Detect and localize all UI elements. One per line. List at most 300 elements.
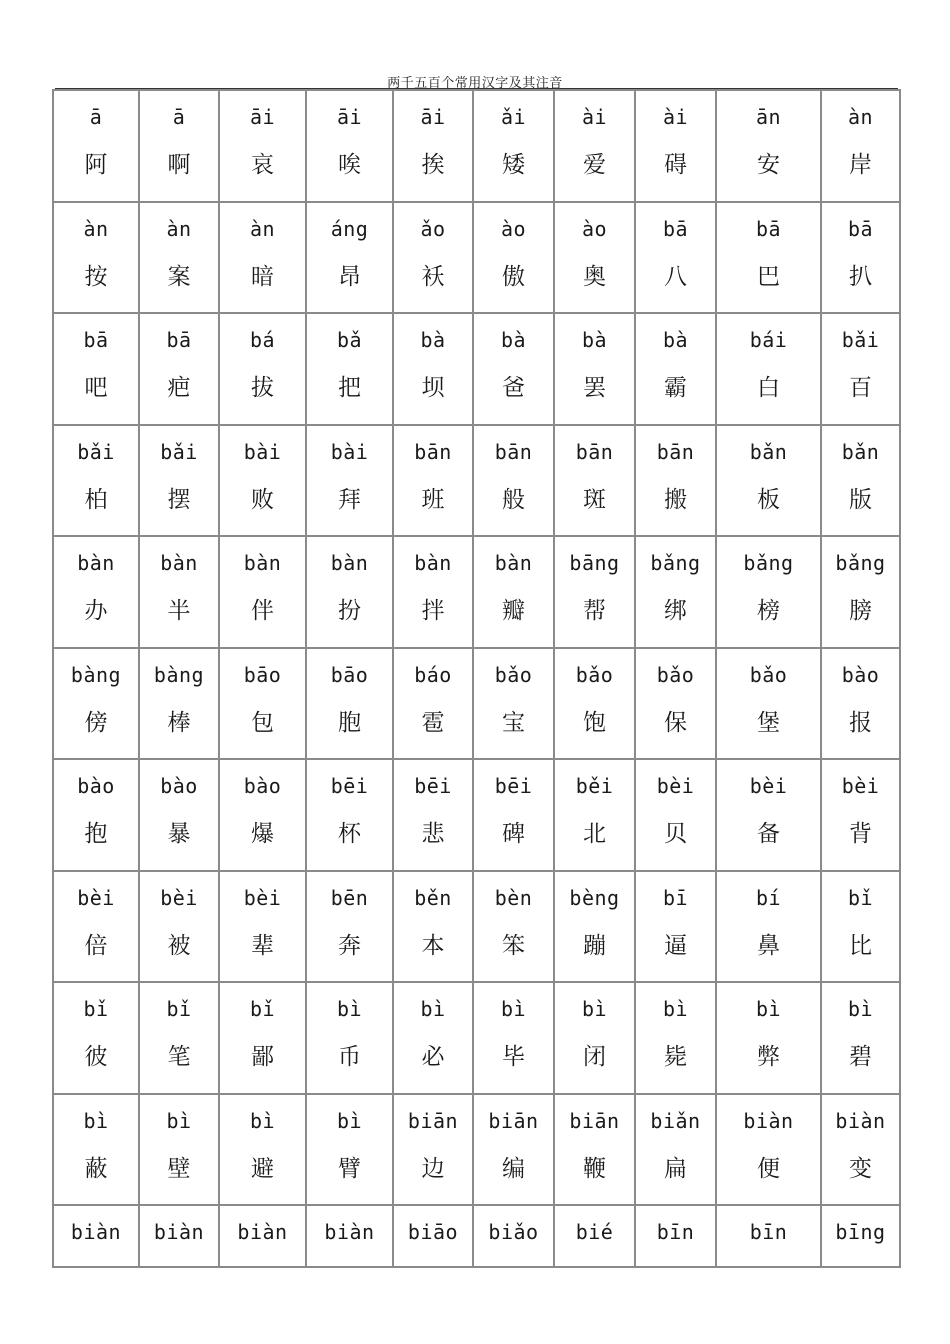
pinyin-label: àn	[847, 105, 874, 129]
hanzi-character: 避	[251, 1156, 274, 1182]
character-cell	[306, 759, 393, 871]
character-cell	[473, 982, 554, 1094]
character-cell	[393, 313, 473, 425]
pinyin-label: bàn	[330, 551, 369, 575]
hanzi-character: 闭	[583, 1044, 606, 1070]
pinyin-label: bēi	[414, 774, 452, 798]
pinyin-label: āi	[420, 105, 446, 129]
character-cell	[139, 536, 219, 648]
hanzi-character: 暗	[251, 264, 274, 290]
character-cell	[393, 759, 473, 871]
pinyin-label: biàn	[153, 1220, 205, 1244]
pinyin-label: bī	[662, 886, 689, 910]
character-cell	[635, 759, 716, 871]
character-cell	[306, 425, 393, 536]
character-cell	[554, 1094, 635, 1205]
hanzi-character: 榜	[757, 598, 780, 624]
hanzi-character: 八	[664, 264, 687, 290]
character-cell	[473, 313, 554, 425]
hanzi-character: 啊	[167, 152, 191, 178]
pinyin-label: bì	[249, 1109, 276, 1133]
character-cell	[393, 1094, 473, 1205]
hanzi-character: 傲	[502, 264, 525, 290]
character-cell	[219, 982, 306, 1094]
pinyin-label: bǐ	[847, 886, 874, 910]
pinyin-label: běn	[414, 886, 452, 910]
pinyin-label: biān	[569, 1109, 620, 1133]
pinyin-character-table	[52, 89, 901, 1268]
character-cell	[306, 871, 393, 982]
character-cell	[821, 536, 900, 648]
character-cell	[53, 1205, 139, 1267]
pinyin-label: bīng	[835, 1220, 886, 1244]
hanzi-character: 矮	[502, 152, 525, 178]
table-row	[53, 1094, 900, 1205]
pinyin-label: bèng	[569, 886, 620, 910]
pinyin-label: bí	[755, 886, 782, 910]
character-cell	[821, 648, 900, 759]
character-cell	[393, 982, 473, 1094]
pinyin-label: bāo	[330, 663, 369, 687]
character-cell	[554, 425, 635, 536]
character-cell	[554, 759, 635, 871]
pinyin-label: biān	[407, 1109, 459, 1133]
pinyin-label: bì	[336, 997, 363, 1021]
character-cell	[554, 1205, 635, 1267]
pinyin-label: bà	[500, 328, 527, 352]
pinyin-label: bái	[749, 328, 788, 352]
hanzi-character: 碑	[502, 821, 525, 847]
pinyin-label: bào	[243, 774, 282, 798]
character-cell	[139, 982, 219, 1094]
character-cell	[53, 648, 139, 759]
character-cell	[716, 871, 821, 982]
hanzi-character: 弊	[757, 1044, 780, 1070]
pinyin-label: bēn	[330, 886, 369, 910]
character-cell	[821, 1094, 900, 1205]
hanzi-character: 奥	[583, 264, 606, 290]
pinyin-label: àn	[249, 217, 276, 241]
pinyin-label: ā	[172, 105, 186, 129]
pinyin-label: bān	[575, 440, 614, 464]
character-cell	[219, 90, 306, 202]
hanzi-character: 保	[664, 710, 687, 736]
character-cell	[635, 648, 716, 759]
character-cell	[716, 90, 821, 202]
hanzi-character: 昂	[338, 264, 361, 290]
page-title: 两千五百个常用汉字及其注音	[387, 76, 563, 91]
table-row	[53, 313, 900, 425]
pinyin-label: bēi	[494, 774, 533, 798]
character-cell	[139, 425, 219, 536]
pinyin-label: bào	[160, 774, 198, 798]
hanzi-character: 逼	[664, 933, 687, 959]
hanzi-character: 边	[421, 1156, 445, 1182]
character-cell	[219, 536, 306, 648]
pinyin-label: bǎng	[650, 551, 701, 575]
pinyin-label: báo	[414, 663, 452, 687]
pinyin-label: bèi	[243, 886, 282, 910]
character-cell	[139, 1205, 219, 1267]
hanzi-character: 把	[338, 375, 361, 401]
character-cell	[473, 648, 554, 759]
character-cell	[473, 1094, 554, 1205]
hanzi-character: 绑	[664, 598, 687, 624]
pinyin-label: āi	[249, 105, 276, 129]
character-cell	[554, 313, 635, 425]
pinyin-label: bā	[83, 328, 109, 352]
table-row	[53, 536, 900, 648]
character-cell	[219, 202, 306, 313]
hanzi-character: 帮	[583, 598, 606, 624]
pinyin-label: bèi	[160, 886, 198, 910]
pinyin-label: bā	[166, 328, 192, 352]
character-cell	[393, 202, 473, 313]
character-cell	[219, 648, 306, 759]
pinyin-label: bà	[581, 328, 608, 352]
pinyin-label: áng	[330, 217, 369, 241]
table-row	[53, 648, 900, 759]
pinyin-label: bà	[420, 328, 446, 352]
pinyin-label: bàng	[153, 663, 205, 687]
character-cell	[139, 313, 219, 425]
pinyin-label: àn	[83, 217, 109, 241]
hanzi-character: 扮	[338, 598, 361, 624]
character-cell	[635, 202, 716, 313]
hanzi-character: 办	[84, 598, 108, 624]
hanzi-character: 爆	[251, 821, 274, 847]
character-cell	[53, 1094, 139, 1205]
character-cell	[139, 871, 219, 982]
character-cell	[393, 536, 473, 648]
pinyin-label: bāo	[243, 663, 282, 687]
pinyin-label: ān	[755, 105, 782, 129]
pinyin-label: bǎo	[494, 663, 533, 687]
pinyin-label: bān	[656, 440, 695, 464]
hanzi-character: 鼻	[757, 933, 780, 959]
character-cell	[53, 90, 139, 202]
pinyin-label: bàn	[243, 551, 282, 575]
pinyin-label: biàn	[835, 1109, 886, 1133]
pinyin-label: biàn	[324, 1220, 375, 1244]
hanzi-character: 宝	[502, 710, 525, 736]
pinyin-label: àn	[166, 217, 192, 241]
character-cell	[53, 871, 139, 982]
hanzi-character: 贝	[664, 821, 687, 847]
character-cell	[821, 1205, 900, 1267]
character-cell	[554, 202, 635, 313]
pinyin-label: bì	[662, 997, 689, 1021]
character-cell	[635, 313, 716, 425]
character-cell	[306, 536, 393, 648]
character-cell	[139, 648, 219, 759]
character-cell	[821, 871, 900, 982]
hanzi-character: 碍	[664, 152, 687, 178]
pinyin-label: bà	[662, 328, 689, 352]
hanzi-character: 胞	[338, 710, 361, 736]
hanzi-character: 按	[84, 264, 108, 290]
character-cell	[219, 313, 306, 425]
pinyin-label: bì	[336, 1109, 363, 1133]
hanzi-character: 傍	[84, 710, 108, 736]
character-cell	[473, 202, 554, 313]
pinyin-label: bāng	[569, 551, 620, 575]
pinyin-label: bǎ	[336, 328, 363, 352]
hanzi-character: 斑	[583, 487, 606, 513]
character-cell	[635, 536, 716, 648]
hanzi-character: 扁	[664, 1156, 687, 1182]
hanzi-character: 霸	[664, 375, 687, 401]
pinyin-label: biǎn	[650, 1109, 701, 1133]
hanzi-character: 奔	[338, 933, 361, 959]
hanzi-character: 鄙	[251, 1044, 274, 1070]
character-cell	[821, 202, 900, 313]
hanzi-character: 毙	[664, 1044, 687, 1070]
hanzi-character: 杯	[338, 821, 361, 847]
hanzi-character: 吧	[84, 375, 108, 401]
pinyin-label: bǎo	[749, 663, 788, 687]
hanzi-character: 暴	[167, 821, 191, 847]
character-cell	[554, 648, 635, 759]
pinyin-label: bǎo	[575, 663, 614, 687]
character-cell	[53, 425, 139, 536]
hanzi-character: 柏	[84, 487, 108, 513]
character-cell	[554, 982, 635, 1094]
hanzi-character: 变	[849, 1156, 872, 1182]
hanzi-character: 必	[421, 1044, 445, 1070]
character-cell	[219, 1205, 306, 1267]
character-cell	[716, 313, 821, 425]
pinyin-label: ào	[500, 217, 527, 241]
character-cell	[393, 425, 473, 536]
character-cell	[821, 90, 900, 202]
hanzi-character: 毕	[502, 1044, 525, 1070]
pinyin-label: bǎi	[841, 328, 880, 352]
pinyin-label: biān	[488, 1109, 539, 1133]
pinyin-label: bā	[755, 217, 782, 241]
hanzi-character: 包	[251, 710, 274, 736]
pinyin-label: bǎi	[160, 440, 198, 464]
pinyin-label: bā	[847, 217, 874, 241]
hanzi-character: 爱	[583, 152, 606, 178]
hanzi-character: 彼	[84, 1044, 108, 1070]
hanzi-character: 报	[849, 710, 872, 736]
character-cell	[716, 982, 821, 1094]
hanzi-character: 百	[849, 375, 872, 401]
pinyin-label: bài	[243, 440, 282, 464]
hanzi-character: 币	[338, 1044, 361, 1070]
pinyin-label: ài	[581, 105, 608, 129]
pinyin-label: bào	[77, 774, 115, 798]
pinyin-label: biàn	[237, 1220, 288, 1244]
pinyin-label: bǎn	[841, 440, 880, 464]
pinyin-label: bá	[249, 328, 276, 352]
character-cell	[716, 1094, 821, 1205]
character-cell	[219, 425, 306, 536]
pinyin-label: bì	[847, 997, 874, 1021]
pinyin-label: bài	[330, 440, 369, 464]
character-cell	[635, 982, 716, 1094]
pinyin-label: bàn	[414, 551, 452, 575]
character-cell	[306, 90, 393, 202]
character-cell	[393, 1205, 473, 1267]
character-cell	[53, 202, 139, 313]
hanzi-character: 笨	[502, 933, 525, 959]
hanzi-character: 伴	[251, 598, 274, 624]
hanzi-character: 本	[421, 933, 445, 959]
hanzi-character: 雹	[421, 710, 445, 736]
character-cell	[473, 536, 554, 648]
character-cell	[139, 90, 219, 202]
table-row	[53, 202, 900, 313]
pinyin-label: bàn	[160, 551, 198, 575]
character-cell	[635, 1094, 716, 1205]
hanzi-character: 笔	[167, 1044, 191, 1070]
pinyin-label: bì	[83, 1109, 109, 1133]
pinyin-label: bàn	[77, 551, 115, 575]
pinyin-label: bān	[494, 440, 533, 464]
pinyin-label: bì	[581, 997, 608, 1021]
character-cell	[821, 759, 900, 871]
hanzi-character: 半	[167, 598, 191, 624]
hanzi-character: 版	[849, 487, 872, 513]
character-cell	[821, 425, 900, 536]
character-cell	[53, 313, 139, 425]
character-cell	[716, 425, 821, 536]
character-cell	[554, 90, 635, 202]
hanzi-character: 比	[849, 933, 872, 959]
pinyin-label: biǎo	[488, 1220, 539, 1244]
hanzi-character: 壁	[167, 1156, 191, 1182]
pinyin-label: bì	[420, 997, 446, 1021]
pinyin-label: bǐ	[249, 997, 276, 1021]
hanzi-character: 拜	[338, 487, 361, 513]
hanzi-character: 倍	[84, 933, 108, 959]
pinyin-label: běi	[575, 774, 614, 798]
character-cell	[53, 759, 139, 871]
hanzi-character: 碧	[849, 1044, 872, 1070]
hanzi-character: 挨	[421, 152, 445, 178]
hanzi-character: 唉	[338, 152, 361, 178]
pinyin-label: ǎi	[500, 105, 527, 129]
pinyin-label: bàn	[494, 551, 533, 575]
character-cell	[554, 871, 635, 982]
hanzi-character: 蹦	[583, 933, 606, 959]
character-cell	[139, 202, 219, 313]
character-cell	[716, 759, 821, 871]
pinyin-label: āi	[336, 105, 363, 129]
pinyin-label: bào	[841, 663, 880, 687]
character-cell	[53, 982, 139, 1094]
character-cell	[306, 648, 393, 759]
character-cell	[635, 425, 716, 536]
character-cell	[635, 90, 716, 202]
hanzi-character: 班	[421, 487, 445, 513]
character-cell	[306, 1205, 393, 1267]
hanzi-character: 案	[167, 264, 191, 290]
character-cell	[473, 871, 554, 982]
pinyin-label: bǎng	[835, 551, 886, 575]
pinyin-label: bèi	[841, 774, 880, 798]
pinyin-label: bèi	[77, 886, 115, 910]
pinyin-label: bā	[662, 217, 689, 241]
hanzi-character: 白	[757, 375, 780, 401]
pinyin-label: bèi	[656, 774, 695, 798]
pinyin-label: biāo	[407, 1220, 459, 1244]
table-row	[53, 759, 900, 871]
character-cell	[393, 871, 473, 982]
character-cell	[219, 1094, 306, 1205]
hanzi-character: 抱	[84, 821, 108, 847]
hanzi-character: 鞭	[583, 1156, 606, 1182]
pinyin-label: bǐ	[166, 997, 192, 1021]
character-cell	[716, 536, 821, 648]
hanzi-character: 摆	[167, 487, 191, 513]
table-row	[53, 90, 900, 202]
character-cell	[139, 759, 219, 871]
hanzi-character: 坝	[421, 375, 445, 401]
pinyin-label: bēi	[330, 774, 369, 798]
pinyin-label: ài	[662, 105, 689, 129]
pinyin-label: bǎng	[743, 551, 794, 575]
character-cell	[635, 871, 716, 982]
pinyin-label: bīn	[656, 1220, 695, 1244]
hanzi-character: 阿	[84, 152, 108, 178]
character-cell	[473, 759, 554, 871]
hanzi-character: 搬	[664, 487, 687, 513]
hanzi-character: 袄	[421, 264, 445, 290]
pinyin-label: bì	[500, 997, 527, 1021]
table-row	[53, 1205, 900, 1267]
character-cell	[53, 536, 139, 648]
character-cell	[716, 1205, 821, 1267]
hanzi-character: 臂	[338, 1156, 361, 1182]
character-cell	[306, 202, 393, 313]
hanzi-character: 辈	[251, 933, 274, 959]
hanzi-character: 哀	[251, 152, 274, 178]
hanzi-character: 爸	[502, 375, 525, 401]
hanzi-character: 瓣	[502, 598, 525, 624]
hanzi-character: 败	[251, 487, 274, 513]
hanzi-character: 疤	[167, 375, 191, 401]
character-cell	[473, 425, 554, 536]
hanzi-character: 饱	[583, 710, 606, 736]
hanzi-character: 般	[502, 487, 525, 513]
pinyin-label: ào	[581, 217, 608, 241]
hanzi-character: 背	[849, 821, 872, 847]
pinyin-label: bèn	[494, 886, 533, 910]
character-cell	[635, 1205, 716, 1267]
character-cell	[716, 202, 821, 313]
pinyin-label: bì	[755, 997, 782, 1021]
pinyin-label: bǎi	[77, 440, 115, 464]
character-cell	[306, 1094, 393, 1205]
hanzi-character: 便	[757, 1156, 780, 1182]
hanzi-character: 堡	[757, 710, 780, 736]
pinyin-label: biàn	[70, 1220, 122, 1244]
hanzi-character: 被	[167, 933, 191, 959]
character-cell	[306, 982, 393, 1094]
hanzi-character: 罢	[583, 375, 606, 401]
character-cell	[393, 648, 473, 759]
hanzi-character: 巴	[757, 264, 780, 290]
pinyin-label: bié	[575, 1220, 614, 1244]
table-row	[53, 982, 900, 1094]
hanzi-character: 备	[757, 821, 780, 847]
table-row	[53, 871, 900, 982]
pinyin-label: bèi	[749, 774, 788, 798]
character-cell	[219, 871, 306, 982]
